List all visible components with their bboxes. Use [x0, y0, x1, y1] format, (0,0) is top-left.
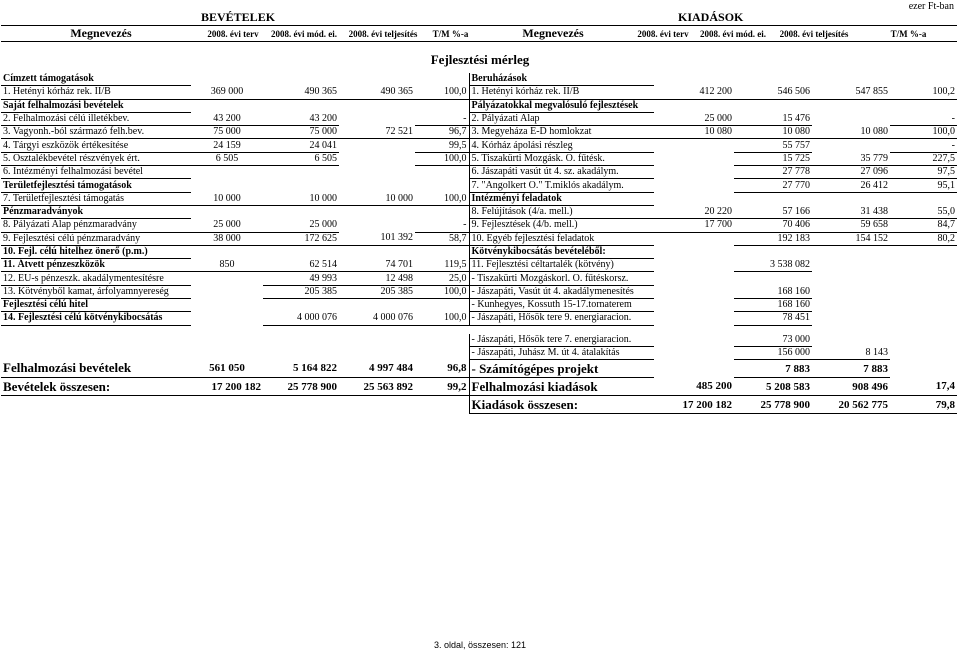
revenue-mod-cell: [263, 396, 339, 414]
expense-name-cell: 9. Fejlesztések (4/b. mell.): [469, 219, 654, 232]
revenue-actual-cell: 12 498: [339, 272, 415, 285]
expense-mod-cell: [734, 192, 812, 205]
revenue-name-cell: Címzett támogatások: [1, 73, 191, 86]
revenue-name-cell: Fejlesztési célú hitel: [1, 299, 191, 312]
expense-plan-cell: 17 700: [654, 219, 734, 232]
revenue-plan-header: 2008. évi terv: [201, 26, 265, 42]
revenue-name-cell: 2. Felhalmozási célú illetékbev.: [1, 112, 191, 125]
expense-name-cell: Intézményi feladatok: [469, 192, 654, 205]
total-row: [1, 396, 957, 414]
revenue-pct-cell: 100,0: [415, 285, 469, 298]
expense-plan-cell: 10 080: [654, 126, 734, 139]
spacer-cell: [812, 325, 890, 334]
revenue-mod-cell: 205 385: [263, 285, 339, 298]
revenue-plan-cell: [191, 245, 263, 258]
revenue-mod-cell: [263, 205, 339, 218]
revenue-mod-cell: [263, 73, 339, 86]
revenue-pct-cell: [415, 73, 469, 86]
revenue-pct-cell: 25,0: [415, 272, 469, 285]
expense-name-cell: 5. Tiszakürti Mozgásk. O. fűtésk.: [469, 152, 654, 165]
expense-pct-cell: [890, 360, 957, 378]
expense-actual-cell: [812, 334, 890, 347]
expense-pct-cell: 100,0: [890, 126, 957, 139]
expense-actual-cell: 35 779: [812, 152, 890, 165]
revenue-plan-cell: 24 159: [191, 139, 263, 152]
expense-pct-cell: -: [890, 112, 957, 125]
expense-plan-cell: 485 200: [654, 378, 734, 396]
revenue-actual-cell: [339, 139, 415, 152]
expense-pct-cell: 100,2: [890, 86, 957, 99]
revenue-actual-cell: [339, 112, 415, 125]
expense-mod-cell: 73 000: [734, 334, 812, 347]
revenue-mod-cell: [263, 99, 339, 112]
expense-actual-cell: [812, 299, 890, 312]
expense-name-cell: Pályázatokkal megvalósuló fejlesztések: [469, 99, 654, 112]
expense-actual-cell: 59 658: [812, 219, 890, 232]
revenue-pct-cell: [415, 346, 469, 359]
table-row: [1, 86, 957, 99]
expense-actual-cell: 26 412: [812, 179, 890, 192]
expense-mod-cell: 3 538 082: [734, 259, 812, 272]
expense-mod-header: 2008. évi mód. ei.: [698, 26, 768, 42]
expense-pct-cell: [890, 346, 957, 359]
revenue-pct-cell: [415, 179, 469, 192]
expense-plan-header: 2008. évi terv: [628, 26, 698, 42]
table-row: [1, 152, 957, 165]
revenue-mod-cell: [263, 346, 339, 359]
expense-pct-cell: [890, 312, 957, 325]
revenue-mod-cell: 43 200: [263, 112, 339, 125]
revenue-name-cell: Bevételek összesen:: [1, 378, 191, 396]
expense-pct-cell: [890, 285, 957, 298]
revenue-name-cell: 10. Fejl. célú hitelhez önerő (p.m.): [1, 245, 191, 258]
revenue-name-cell: 3. Vagyonh.-ból származó felh.bev.: [1, 126, 191, 139]
expense-name-cell: 2. Pályázati Alap: [469, 112, 654, 125]
expense-plan-cell: 20 220: [654, 205, 734, 218]
expense-mod-cell: 7 883: [734, 360, 812, 378]
expense-mod-cell: 168 160: [734, 285, 812, 298]
revenue-actual-cell: 4 000 076: [339, 312, 415, 325]
table-row: [1, 126, 957, 139]
revenue-actual-cell: [339, 152, 415, 165]
spacer-cell: [415, 325, 469, 334]
spacer-cell: [339, 325, 415, 334]
expense-plan-cell: [654, 299, 734, 312]
revenue-mod-cell: 172 625: [263, 232, 339, 245]
revenue-plan-cell: [191, 166, 263, 179]
table-row: [1, 334, 957, 347]
expense-plan-cell: 412 200: [654, 86, 734, 99]
expense-pct-cell: [890, 99, 957, 112]
revenue-pct-cell: 119,5: [415, 259, 469, 272]
expense-name-cell: - Számítógépes projekt: [469, 360, 654, 378]
expense-pct-cell: [890, 73, 957, 86]
revenue-plan-cell: [191, 272, 263, 285]
revenue-pct-cell: 99,5: [415, 139, 469, 152]
expense-plan-cell: [654, 99, 734, 112]
expense-mod-cell: 70 406: [734, 219, 812, 232]
revenue-pct-cell: [415, 396, 469, 414]
revenue-actual-cell: [339, 179, 415, 192]
expense-mod-cell: 5 208 583: [734, 378, 812, 396]
revenue-name-cell: 6. Intézményi felhalmozási bevétel: [1, 166, 191, 179]
expense-mod-cell: 15 725: [734, 152, 812, 165]
expense-name-cell: 6. Jászapáti vasút út 4. sz. akadálym.: [469, 166, 654, 179]
expense-actual-cell: [812, 259, 890, 272]
revenue-mod-cell: 25 778 900: [263, 378, 339, 396]
expense-plan-cell: [654, 346, 734, 359]
expense-pct-header: T/M %-a: [860, 26, 957, 42]
expense-plan-cell: [654, 312, 734, 325]
revenue-pct-cell: 96,8: [415, 360, 469, 378]
expense-actual-cell: 8 143: [812, 346, 890, 359]
expense-mod-cell: 168 160: [734, 299, 812, 312]
revenue-plan-cell: 25 000: [191, 219, 263, 232]
expense-mod-cell: [734, 73, 812, 86]
expense-pct-cell: 97,5: [890, 166, 957, 179]
expense-mod-cell: 78 451: [734, 312, 812, 325]
revenue-actual-cell: [339, 396, 415, 414]
revenue-plan-cell: 369 000: [191, 86, 263, 99]
revenue-plan-cell: [191, 312, 263, 325]
expense-mod-cell: 25 778 900: [734, 396, 812, 414]
expense-mod-cell: 27 770: [734, 179, 812, 192]
revenue-actual-cell: 25 563 892: [339, 378, 415, 396]
spacer-cell: [191, 325, 263, 334]
expense-name-cell: 11. Fejlesztési céltartalék (kötvény): [469, 259, 654, 272]
revenue-mod-cell: [263, 245, 339, 258]
column-header: [1, 10, 957, 42]
revenue-plan-cell: 43 200: [191, 112, 263, 125]
expense-mod-cell: [734, 245, 812, 258]
revenue-mod-cell: 10 000: [263, 192, 339, 205]
expense-actual-cell: [812, 245, 890, 258]
expense-pct-cell: [890, 259, 957, 272]
revenue-pct-cell: 100,0: [415, 86, 469, 99]
expense-plan-cell: [654, 73, 734, 86]
revenue-pct-cell: 58,7: [415, 232, 469, 245]
revenue-name-cell: 5. Osztalékbevétel részvények ért.: [1, 152, 191, 165]
table-row: [1, 232, 957, 245]
revenue-mod-cell: 62 514: [263, 259, 339, 272]
table-row: [1, 360, 957, 378]
expense-mod-cell: 192 183: [734, 232, 812, 245]
revenue-mod-cell: 5 164 822: [263, 360, 339, 378]
expense-pct-cell: [890, 334, 957, 347]
expense-actual-cell: 20 562 775: [812, 396, 890, 414]
revenue-actual-cell: 10 000: [339, 192, 415, 205]
revenue-actual-cell: [339, 73, 415, 86]
expense-actual-cell: [812, 99, 890, 112]
expense-plan-cell: [654, 166, 734, 179]
spacer-cell: [263, 325, 339, 334]
revenue-name-cell: 4. Tárgyi eszközök értékesítése: [1, 139, 191, 152]
table-row: [1, 245, 957, 258]
revenue-mod-header: 2008. évi mód. ei.: [265, 26, 343, 42]
revenue-actual-cell: [339, 166, 415, 179]
revenue-plan-cell: [191, 205, 263, 218]
total-row: [1, 378, 957, 396]
revenue-pct-cell: [415, 166, 469, 179]
expense-mod-cell: [734, 99, 812, 112]
page-title: Fejlesztési mérleg: [430, 52, 530, 67]
expense-actual-cell: [812, 312, 890, 325]
expense-mod-cell: [734, 272, 812, 285]
revenue-actual-cell: [339, 334, 415, 347]
expense-section-title: KIADÁSOK: [678, 10, 744, 24]
spacer-row: [1, 325, 957, 334]
revenue-actual-cell: 74 701: [339, 259, 415, 272]
expense-mod-cell: 15 476: [734, 112, 812, 125]
revenue-pct-cell: -: [415, 112, 469, 125]
revenue-mod-cell: 49 993: [263, 272, 339, 285]
expense-plan-cell: [654, 334, 734, 347]
expense-pct-cell: 80,2: [890, 232, 957, 245]
expense-plan-cell: 17 200 182: [654, 396, 734, 414]
expense-pct-cell: 84,7: [890, 219, 957, 232]
revenue-pct-cell: [415, 334, 469, 347]
table-row: [1, 73, 957, 86]
revenue-actual-cell: 490 365: [339, 86, 415, 99]
revenue-plan-cell: [191, 179, 263, 192]
revenue-pct-cell: 99,2: [415, 378, 469, 396]
revenue-pct-header: T/M %-a: [423, 26, 478, 42]
expense-plan-cell: [654, 259, 734, 272]
revenue-actual-cell: 205 385: [339, 285, 415, 298]
expense-name-cell: - Jászapáti, Juhász M. út 4. átalakítás: [469, 346, 654, 359]
revenue-actual-cell: [339, 346, 415, 359]
table-row: [1, 312, 957, 325]
spacer-cell: [890, 325, 957, 334]
revenue-pct-cell: [415, 245, 469, 258]
revenue-name-cell: 9. Fejlesztési célú pénzmaradvány: [1, 232, 191, 245]
unit-note: ezer Ft-ban: [908, 1, 954, 12]
expense-mod-cell: 55 757: [734, 139, 812, 152]
revenue-pct-cell: -: [415, 219, 469, 232]
expense-mod-cell: 57 166: [734, 205, 812, 218]
revenue-pct-cell: 100,0: [415, 312, 469, 325]
revenue-mod-cell: [263, 166, 339, 179]
revenue-pct-cell: 96,7: [415, 126, 469, 139]
expense-pct-cell: [890, 192, 957, 205]
revenue-mod-cell: 25 000: [263, 219, 339, 232]
expense-name-header: Megnevezés: [478, 26, 628, 42]
revenue-pct-cell: 100,0: [415, 192, 469, 205]
revenue-mod-cell: [263, 299, 339, 312]
revenue-mod-cell: 75 000: [263, 126, 339, 139]
expense-name-cell: 7. "Angolkert O." T.miklós akadálym.: [469, 179, 654, 192]
page-footer: 3. oldal, összesen: 121: [433, 640, 527, 650]
expense-plan-cell: [654, 152, 734, 165]
expense-actual-cell: 154 152: [812, 232, 890, 245]
expense-pct-cell: 79,8: [890, 396, 957, 414]
revenue-mod-cell: [263, 334, 339, 347]
expense-name-cell: Kiadások összesen:: [469, 396, 654, 414]
expense-pct-cell: 227,5: [890, 152, 957, 165]
revenue-plan-cell: [191, 396, 263, 414]
table-row: [1, 299, 957, 312]
revenue-name-cell: Saját felhalmozási bevételek: [1, 99, 191, 112]
expense-name-cell: 4. Kórház ápolási részleg: [469, 139, 654, 152]
expense-plan-cell: [654, 139, 734, 152]
expense-pct-cell: -: [890, 139, 957, 152]
revenue-name-cell: Felhalmozási bevételek: [1, 360, 191, 378]
table-row: [1, 166, 957, 179]
expense-mod-cell: 10 080: [734, 126, 812, 139]
expense-name-cell: 1. Hetényi kórház rek. II/B: [469, 86, 654, 99]
expense-plan-cell: [654, 232, 734, 245]
revenue-actual-cell: 4 997 484: [339, 360, 415, 378]
revenue-mod-cell: 24 041: [263, 139, 339, 152]
revenue-actual-cell: [339, 245, 415, 258]
expense-mod-cell: 156 000: [734, 346, 812, 359]
expense-name-cell: Beruházások: [469, 73, 654, 86]
table-row: [1, 139, 957, 152]
expense-pct-cell: 55,0: [890, 205, 957, 218]
revenue-pct-cell: [415, 205, 469, 218]
expense-actual-header: 2008. évi teljesítés: [768, 26, 860, 42]
expense-actual-cell: 27 096: [812, 166, 890, 179]
spacer-cell: [654, 325, 734, 334]
revenue-plan-cell: [191, 99, 263, 112]
expense-actual-cell: 31 438: [812, 205, 890, 218]
revenue-actual-cell: [339, 299, 415, 312]
expense-name-cell: - Tiszakürti Mozgáskorl. O. fűtéskorsz.: [469, 272, 654, 285]
revenue-name-cell: 11. Átvett pénzeszközök: [1, 259, 191, 272]
revenue-actual-header: 2008. évi teljesítés: [343, 26, 423, 42]
revenue-plan-cell: 561 050: [191, 360, 263, 378]
spacer-cell: [734, 325, 812, 334]
revenue-name-cell: [1, 346, 191, 359]
expense-name-cell: - Jászapáti, Hősök tere 9. energiaracion.: [469, 312, 654, 325]
table-row: [1, 99, 957, 112]
expense-actual-cell: 547 855: [812, 86, 890, 99]
revenue-actual-cell: 101 392: [339, 232, 415, 245]
expense-plan-cell: [654, 285, 734, 298]
revenue-plan-cell: 75 000: [191, 126, 263, 139]
revenue-mod-cell: [263, 179, 339, 192]
revenue-plan-cell: 6 505: [191, 152, 263, 165]
spacer-cell: [469, 325, 654, 334]
revenue-name-cell: 13. Kötvényből kamat, árfolyamnyereség: [1, 285, 191, 298]
expense-actual-cell: 10 080: [812, 126, 890, 139]
expense-actual-cell: [812, 285, 890, 298]
revenue-mod-cell: 4 000 076: [263, 312, 339, 325]
expense-mod-cell: 546 506: [734, 86, 812, 99]
revenue-actual-cell: [339, 99, 415, 112]
revenue-actual-cell: [339, 205, 415, 218]
revenue-pct-cell: 100,0: [415, 152, 469, 165]
table-row: [1, 259, 957, 272]
table-row: [1, 205, 957, 218]
expense-name-cell: - Kunhegyes, Kossuth 15-17.tornaterem: [469, 299, 654, 312]
expense-actual-cell: [812, 192, 890, 205]
expense-actual-cell: [812, 272, 890, 285]
revenue-pct-cell: [415, 99, 469, 112]
expense-actual-cell: 908 496: [812, 378, 890, 396]
revenue-plan-cell: [191, 334, 263, 347]
balance-table: [1, 73, 957, 414]
revenue-plan-cell: [191, 285, 263, 298]
expense-name-cell: - Jászapáti, Vasút út 4. akadálymenesítés: [469, 285, 654, 298]
revenue-name-cell: 7. Területfejlesztési támogatás: [1, 192, 191, 205]
expense-pct-cell: [890, 272, 957, 285]
expense-name-cell: Felhalmozási kiadások: [469, 378, 654, 396]
revenue-name-cell: 8. Pályázati Alap pénzmaradvány: [1, 219, 191, 232]
table-row: [1, 346, 957, 359]
spacer-cell: [1, 325, 191, 334]
balance-table-body: [1, 73, 957, 414]
expense-plan-cell: [654, 179, 734, 192]
revenue-section-title: BEVÉTELEK: [201, 10, 276, 24]
expense-actual-cell: [812, 73, 890, 86]
table-row: [1, 179, 957, 192]
expense-plan-cell: 25 000: [654, 112, 734, 125]
revenue-plan-cell: 38 000: [191, 232, 263, 245]
expense-plan-cell: [654, 360, 734, 378]
revenue-name-cell: Pénzmaradványok: [1, 205, 191, 218]
expense-name-cell: 8. Felújítások (4/a. mell.): [469, 205, 654, 218]
table-row: [1, 272, 957, 285]
revenue-name-cell: [1, 396, 191, 414]
table-row: [1, 192, 957, 205]
revenue-name-cell: 1. Hetényi kórház rek. II/B: [1, 86, 191, 99]
expense-plan-cell: [654, 272, 734, 285]
revenue-plan-cell: 17 200 182: [191, 378, 263, 396]
expense-actual-cell: 7 883: [812, 360, 890, 378]
revenue-plan-cell: [191, 73, 263, 86]
expense-name-cell: Kötvénykibocsátás bevételéből:: [469, 245, 654, 258]
revenue-mod-cell: 6 505: [263, 152, 339, 165]
revenue-plan-cell: [191, 346, 263, 359]
revenue-plan-cell: 850: [191, 259, 263, 272]
expense-pct-cell: 17,4: [890, 378, 957, 396]
revenue-plan-cell: 10 000: [191, 192, 263, 205]
expense-actual-cell: [812, 112, 890, 125]
expense-actual-cell: [812, 139, 890, 152]
expense-pct-cell: [890, 245, 957, 258]
revenue-name-cell: 12. EU-s pénzeszk. akadálymentesítésre: [1, 272, 191, 285]
expense-plan-cell: [654, 245, 734, 258]
revenue-pct-cell: [415, 299, 469, 312]
revenue-name-cell: [1, 334, 191, 347]
expense-pct-cell: 95,1: [890, 179, 957, 192]
expense-mod-cell: 27 778: [734, 166, 812, 179]
table-row: [1, 219, 957, 232]
expense-plan-cell: [654, 192, 734, 205]
expense-name-cell: 10. Egyéb fejlesztési feladatok: [469, 232, 654, 245]
table-row: [1, 285, 957, 298]
expense-name-cell: 3. Megyeháza E-D homlokzat: [469, 126, 654, 139]
table-row: [1, 112, 957, 125]
revenue-actual-cell: [339, 219, 415, 232]
expense-name-cell: - Jászapáti, Hősök tere 7. energiaracion.: [469, 334, 654, 347]
revenue-plan-cell: [191, 299, 263, 312]
revenue-name-cell: 14. Fejlesztési célú kötvénykibocsátás: [1, 312, 191, 325]
expense-pct-cell: [890, 299, 957, 312]
revenue-mod-cell: 490 365: [263, 86, 339, 99]
revenue-name-header: Megnevezés: [1, 26, 201, 42]
revenue-name-cell: Területfejlesztési támogatások: [1, 179, 191, 192]
revenue-actual-cell: 72 521: [339, 126, 415, 139]
